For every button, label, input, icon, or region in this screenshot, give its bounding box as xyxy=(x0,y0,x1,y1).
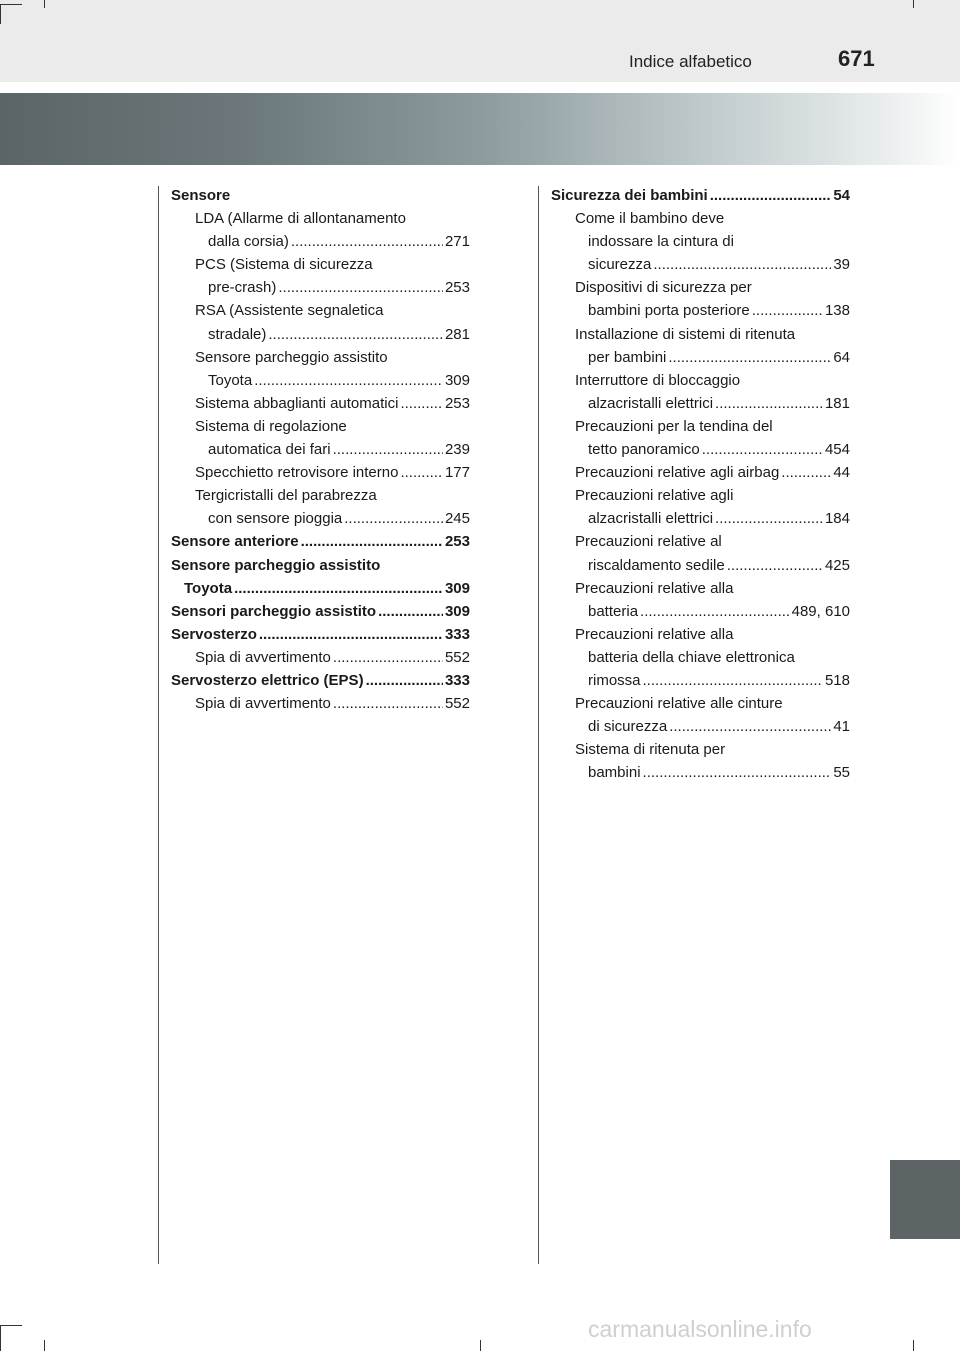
header-band xyxy=(0,0,960,82)
entry-term: tetto panoramico xyxy=(588,441,700,459)
page-reference: 281 xyxy=(444,325,470,343)
entry-text: Precauzioni relative alla xyxy=(575,579,734,597)
entry-term: pre-crash) xyxy=(208,279,277,297)
entry-row xyxy=(575,669,850,692)
entry-term: riscaldamento sedile xyxy=(588,556,725,574)
entry-row xyxy=(551,184,850,207)
page-reference: 55 xyxy=(833,764,850,782)
page-reference: 489, 610 xyxy=(791,602,850,620)
dot-leader xyxy=(333,646,443,669)
index-entry xyxy=(171,392,470,415)
index-entry xyxy=(551,692,850,738)
entry-text: Precauzioni relative al xyxy=(575,533,722,551)
dot-leader xyxy=(344,507,443,530)
index-entry xyxy=(171,692,470,715)
dot-leader xyxy=(378,600,443,623)
entry-row xyxy=(575,715,850,738)
index-entry xyxy=(551,530,850,576)
entry-row xyxy=(171,530,470,553)
dot-leader xyxy=(366,669,443,692)
page-reference: 309 xyxy=(444,602,470,620)
dot-leader xyxy=(727,554,823,577)
entry-text: Precauzioni per la tendina del xyxy=(575,417,773,435)
page-reference: 41 xyxy=(833,718,850,736)
dot-leader xyxy=(400,392,443,415)
dot-leader xyxy=(291,230,443,253)
page-reference: 518 xyxy=(824,671,850,689)
entry-term: rimossa xyxy=(588,671,641,689)
entry-term: Toyota xyxy=(184,579,233,597)
crop-mark xyxy=(480,1340,481,1351)
index-entry xyxy=(171,646,470,669)
entry-text: Sensore parcheggio assistito xyxy=(171,556,381,574)
crop-mark xyxy=(913,1340,914,1351)
entry-term: Spia di avvertimento xyxy=(195,648,331,666)
index-entry xyxy=(551,276,850,322)
entry-row xyxy=(195,369,470,392)
page-reference: 253 xyxy=(444,279,470,297)
entry-row xyxy=(195,646,470,669)
page-reference: 177 xyxy=(444,464,470,482)
index-entry xyxy=(551,184,850,207)
index-entry xyxy=(171,669,470,692)
dot-leader xyxy=(702,438,823,461)
entry-term: Sicurezza dei bambini xyxy=(551,187,708,204)
entry-row xyxy=(195,276,470,299)
dot-leader xyxy=(668,346,831,369)
dot-leader xyxy=(752,299,823,322)
entry-row xyxy=(575,438,850,461)
index-entry xyxy=(171,530,470,553)
page-reference: 253 xyxy=(444,533,470,551)
crop-mark xyxy=(44,0,45,8)
dot-leader xyxy=(643,761,832,784)
entry-term: per bambini xyxy=(588,348,667,366)
index-entry xyxy=(551,623,850,692)
dot-leader xyxy=(781,461,831,484)
dot-leader xyxy=(653,253,831,276)
dot-leader xyxy=(333,692,443,715)
page-reference: 552 xyxy=(444,648,470,666)
index-entry xyxy=(551,461,850,484)
index-entry xyxy=(171,346,470,392)
index-entry xyxy=(551,484,850,530)
crop-mark xyxy=(0,1325,22,1326)
index-entry xyxy=(171,415,470,461)
index-entry xyxy=(551,738,850,784)
entry-text: Sistema di regolazione xyxy=(195,417,347,435)
page-reference: 54 xyxy=(833,187,850,204)
entry-term: Specchietto retrovisore interno xyxy=(195,464,399,482)
entry-term: Servosterzo elettrico (EPS) xyxy=(171,671,364,689)
dot-leader xyxy=(710,184,832,207)
entry-term: Spia di avvertimento xyxy=(195,695,331,713)
crop-mark xyxy=(0,1326,1,1351)
entry-row xyxy=(195,438,470,461)
entry-term: Servosterzo xyxy=(171,625,257,643)
dot-leader xyxy=(278,276,443,299)
entry-row xyxy=(171,669,470,692)
index-entry xyxy=(551,577,850,623)
entry-text: Tergicristalli del parabrezza xyxy=(195,487,377,505)
entry-term: sicurezza xyxy=(588,256,652,274)
page-reference: 253 xyxy=(444,394,470,412)
entry-row xyxy=(171,600,470,623)
crop-mark xyxy=(0,4,22,5)
section-title: Indice alfabetico xyxy=(629,52,752,71)
entry-row xyxy=(575,346,850,369)
entry-term: stradale) xyxy=(208,325,267,343)
page-reference: 39 xyxy=(833,256,850,274)
index-entry xyxy=(171,554,470,600)
dot-leader xyxy=(234,577,443,600)
dot-leader xyxy=(259,623,443,646)
entry-text: RSA (Assistente segnaletica xyxy=(195,302,384,320)
entry-text: Dispositivi di sicurezza per xyxy=(575,279,752,297)
entry-text: batteria della chiave elettronica xyxy=(588,648,795,666)
index-entry xyxy=(171,623,470,646)
page-reference: 271 xyxy=(444,233,470,251)
dot-leader xyxy=(268,323,443,346)
index-entry xyxy=(171,253,470,299)
entry-row xyxy=(195,230,470,253)
page-reference: 552 xyxy=(444,695,470,713)
entry-term: bambini xyxy=(588,764,641,782)
entry-row xyxy=(195,461,470,484)
entry-term: Sensore anteriore xyxy=(171,533,299,551)
entry-text: indossare la cintura di xyxy=(588,233,734,251)
index-column-right xyxy=(551,184,850,784)
entry-term: Precauzioni relative agli airbag xyxy=(575,464,780,482)
entry-row xyxy=(575,299,850,322)
entry-text: Sensore xyxy=(171,187,231,204)
page-reference: 181 xyxy=(824,394,850,412)
entry-term: automatica dei fari xyxy=(208,441,331,459)
entry-row xyxy=(171,577,470,600)
page-reference: 309 xyxy=(444,371,470,389)
page-reference: 309 xyxy=(444,579,470,597)
dot-leader xyxy=(333,438,443,461)
page-reference: 44 xyxy=(833,464,850,482)
entry-text: Installazione di sistemi di ritenuta xyxy=(575,325,796,343)
entry-row xyxy=(575,761,850,784)
entry-text: Interruttore di bloccaggio xyxy=(575,371,741,389)
index-entry xyxy=(551,207,850,276)
entry-text: Precauzioni relative agli xyxy=(575,487,734,505)
index-entry xyxy=(171,184,470,207)
index-entry xyxy=(171,299,470,345)
page-reference: 333 xyxy=(444,625,470,643)
entry-term: batteria xyxy=(588,602,639,620)
page-reference: 425 xyxy=(824,556,850,574)
entry-term: di sicurezza xyxy=(588,718,668,736)
index-entry xyxy=(171,207,470,253)
entry-row xyxy=(575,600,850,623)
entry-text: Come il bambino deve xyxy=(575,210,725,228)
entry-term: alzacristalli elettrici xyxy=(588,394,714,412)
crop-mark xyxy=(913,0,914,8)
page-reference: 184 xyxy=(824,510,850,528)
dot-leader xyxy=(640,600,790,623)
column-divider xyxy=(538,186,539,1264)
page-reference: 245 xyxy=(444,510,470,528)
crop-mark xyxy=(0,5,1,24)
entry-term: Sensori parcheggio assistito xyxy=(171,602,377,620)
dot-leader xyxy=(669,715,831,738)
dot-leader xyxy=(715,392,823,415)
entry-text: Sensore parcheggio assistito xyxy=(195,348,388,366)
entry-row xyxy=(575,392,850,415)
entry-text: LDA (Allarme di allontanamento xyxy=(195,210,406,228)
index-entry xyxy=(551,369,850,415)
entry-term: con sensore pioggia xyxy=(208,510,343,528)
dot-leader xyxy=(400,461,443,484)
index-entry xyxy=(551,323,850,369)
header-gradient-bar xyxy=(0,93,960,165)
entry-row xyxy=(575,554,850,577)
dot-leader xyxy=(715,507,823,530)
dot-leader xyxy=(301,530,443,553)
page-reference: 239 xyxy=(444,441,470,459)
entry-row xyxy=(195,392,470,415)
dot-leader xyxy=(254,369,443,392)
watermark-text: carmanualsonline.info xyxy=(588,1316,812,1342)
entry-row xyxy=(195,692,470,715)
entry-term: Toyota xyxy=(208,371,253,389)
dot-leader xyxy=(643,669,823,692)
entry-term: dalla corsia) xyxy=(208,233,289,251)
entry-row xyxy=(575,461,850,484)
entry-term: bambini porta posteriore xyxy=(588,302,750,320)
page-number: 671 xyxy=(838,46,875,71)
entry-term: Sistema abbaglianti automatici xyxy=(195,394,399,412)
entry-term: alzacristalli elettrici xyxy=(588,510,714,528)
entry-text: Sistema di ritenuta per xyxy=(575,741,726,759)
entry-row xyxy=(575,253,850,276)
entry-text: PCS (Sistema di sicurezza xyxy=(195,256,373,274)
index-column-left xyxy=(171,184,470,715)
index-entry xyxy=(171,461,470,484)
index-entry xyxy=(171,484,470,530)
column-divider xyxy=(158,186,159,1264)
entry-text: Precauzioni relative alla xyxy=(575,625,734,643)
index-entry xyxy=(551,415,850,461)
entry-text: Precauzioni relative alle cinture xyxy=(575,695,783,713)
section-thumb-tab xyxy=(890,1160,960,1239)
entry-row xyxy=(171,623,470,646)
page-reference: 64 xyxy=(833,348,850,366)
entry-row xyxy=(195,507,470,530)
page-reference: 333 xyxy=(444,671,470,689)
index-entry xyxy=(171,600,470,623)
entry-row xyxy=(575,507,850,530)
page-reference: 138 xyxy=(824,302,850,320)
page-reference: 454 xyxy=(824,441,850,459)
entry-row xyxy=(195,323,470,346)
crop-mark xyxy=(44,1340,45,1351)
